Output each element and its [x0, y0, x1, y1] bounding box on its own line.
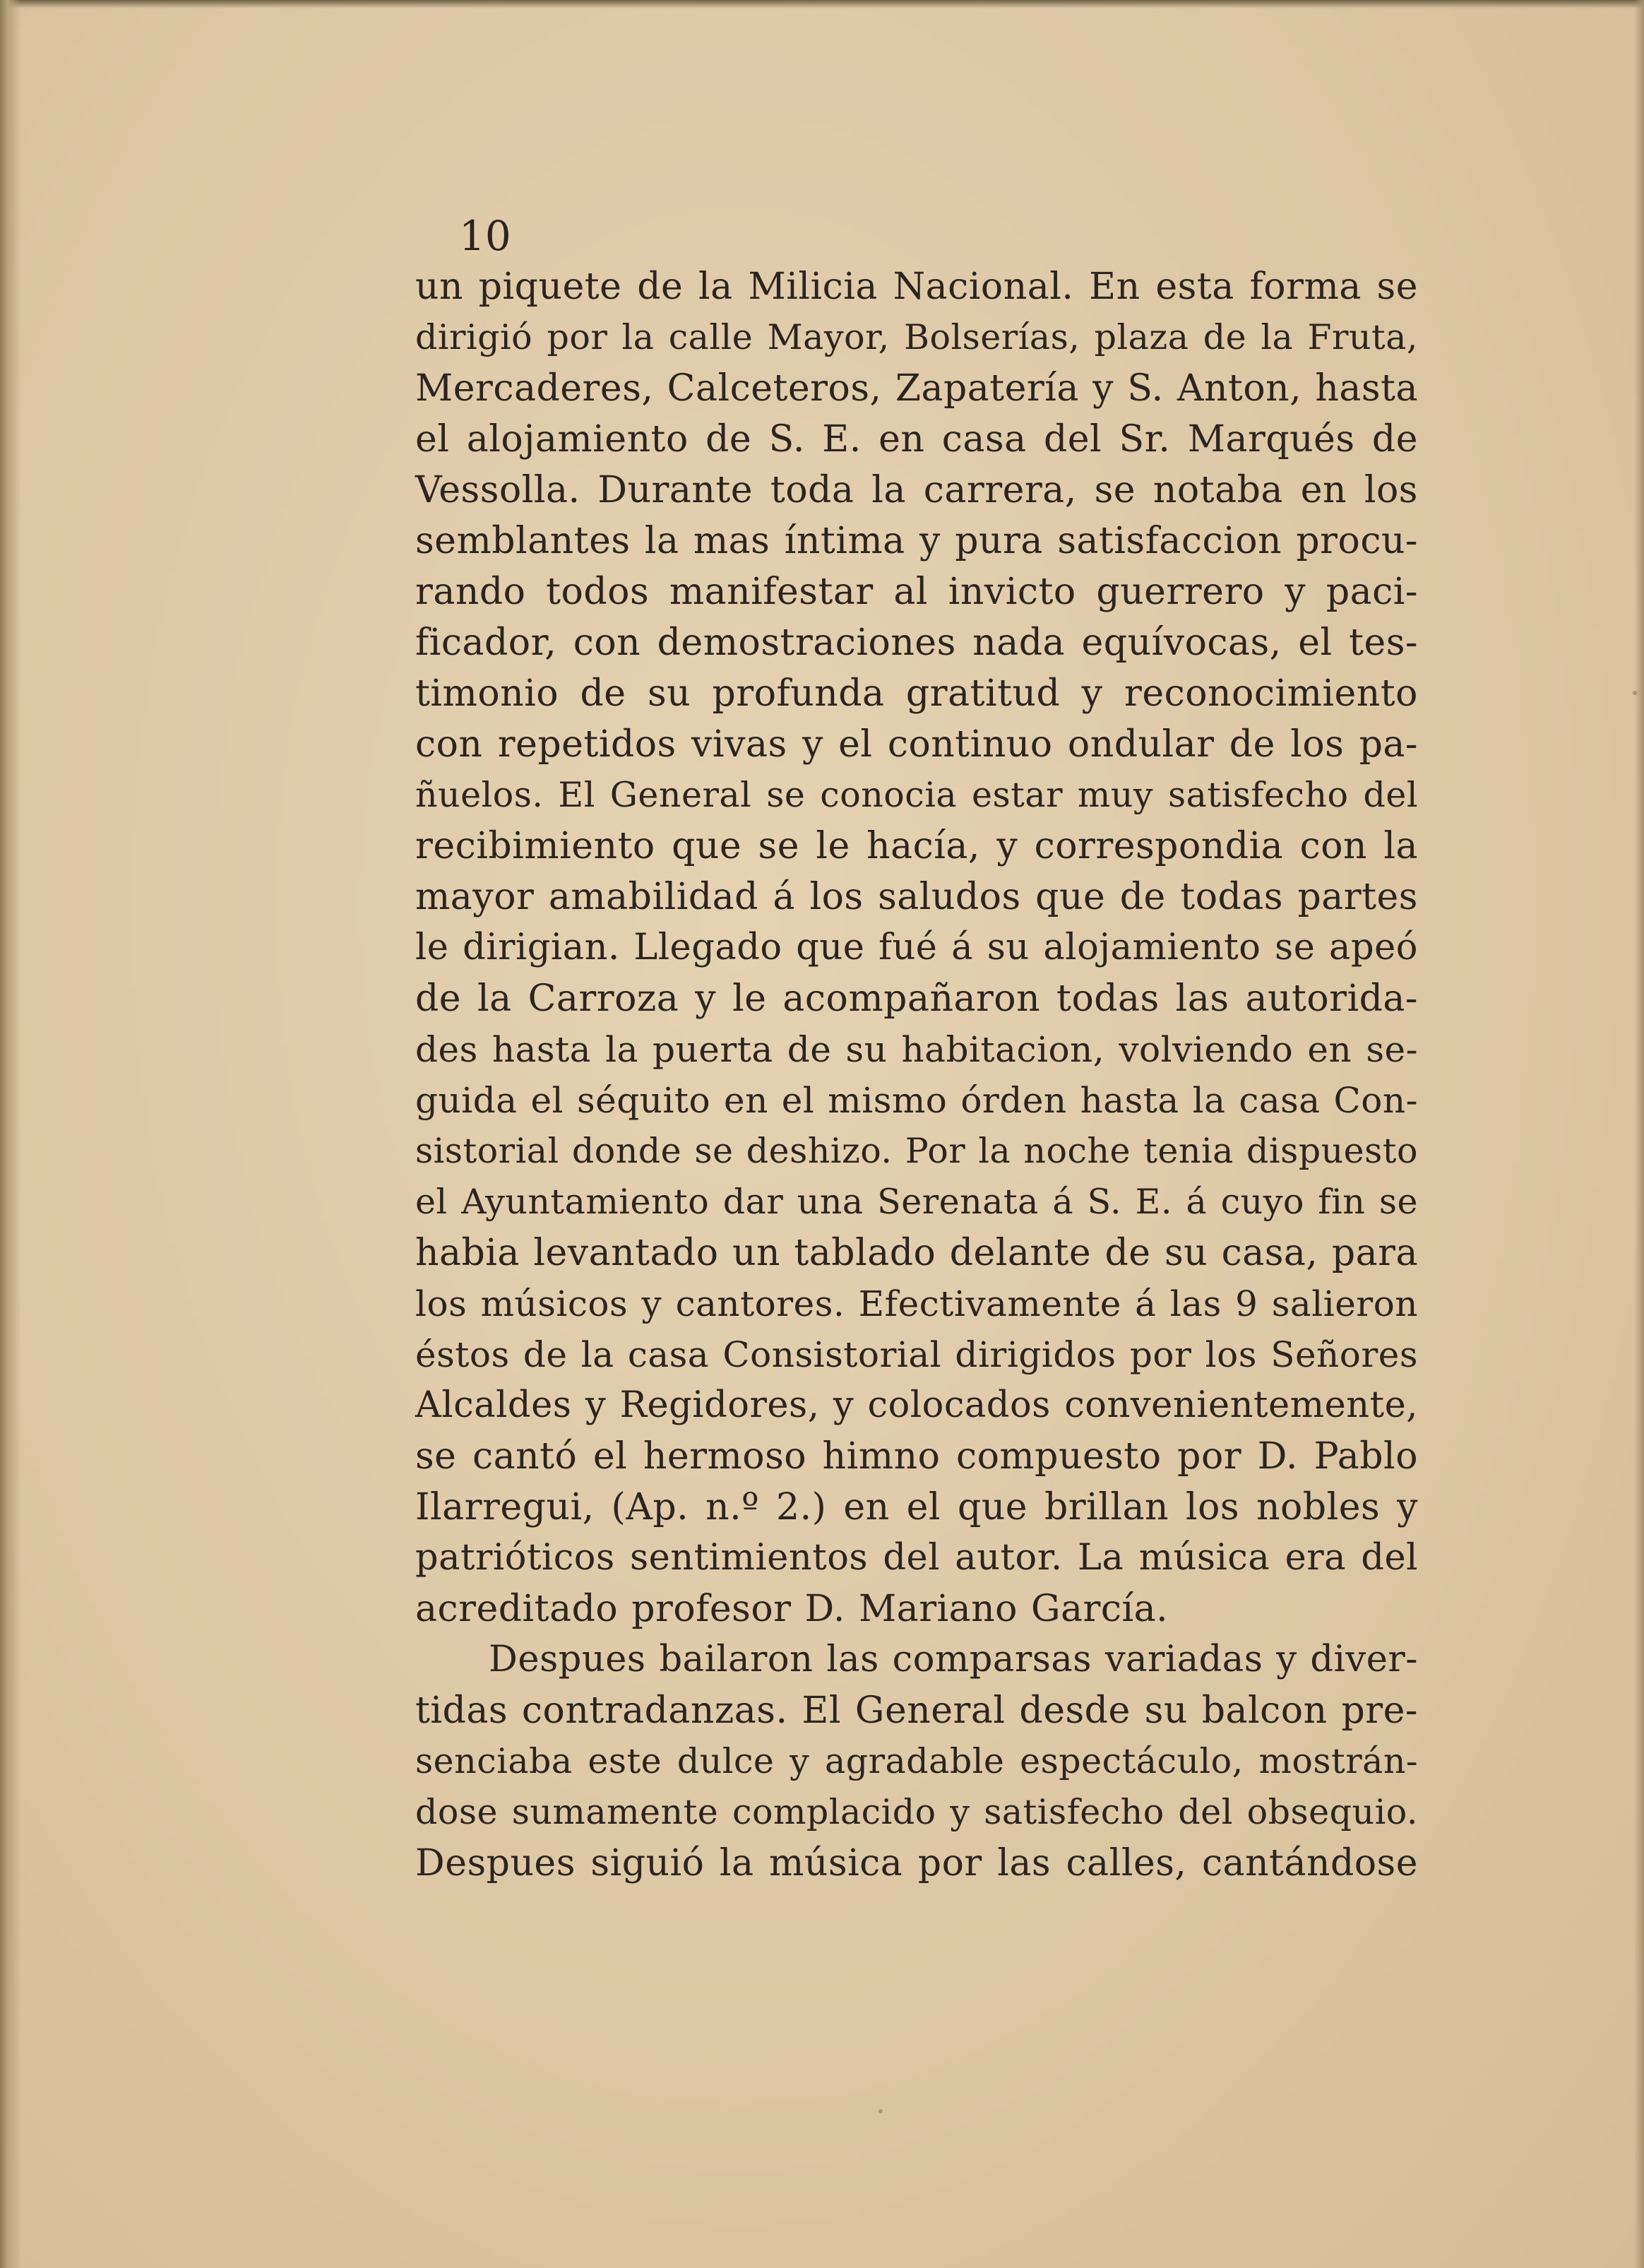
text-line: con repetidos vivas y el continuo ondular de los pa- — [415, 723, 1418, 766]
text-line: le dirigian. Llegado que fué á su alojamiento se apeó — [415, 927, 1418, 968]
text-line: de la Carroza y le acompañaron todas las autorida- — [415, 978, 1418, 1020]
text-line: habia levantado un tablado delante de su casa, para — [415, 1232, 1418, 1274]
ink-speck — [1633, 691, 1637, 695]
page-right-edge — [1634, 0, 1644, 2268]
paragraph-first-line: Despues bailaron las comparsas variadas y diver- — [489, 1639, 1418, 1680]
text-line: recibimiento que se le hacía, y correspondia con la — [415, 825, 1418, 867]
text-line: los músicos y cantores. Efectivamente á las 9 salieron — [415, 1283, 1418, 1324]
body-text — [415, 261, 1418, 1889]
ink-speck — [878, 2109, 883, 2113]
text-line: se cantó el hermoso himno compuesto por D. Pablo — [415, 1435, 1418, 1478]
page-binding-edge — [0, 0, 21, 2268]
text-line: ficador, con demostraciones nada equívocas, el tes- — [415, 622, 1418, 664]
text-line: dose sumamente complacido y satisfecho del obsequio. — [415, 1792, 1418, 1832]
text-line: sistorial donde se deshizo. Por la noche tenia dispuesto — [415, 1131, 1418, 1171]
text-line: dirigió por la calle Mayor, Bolserías, plaza de la Fruta, — [415, 317, 1418, 357]
page-number: 10 — [459, 212, 511, 260]
text-line: el alojamiento de S. E. en casa del Sr. Marqués de — [415, 418, 1418, 461]
text-line: Despues siguió la música por las calles, cantándose — [415, 1842, 1418, 1884]
text-line: guida el séquito en el mismo órden hasta la casa Con- — [415, 1080, 1418, 1121]
text-line: éstos de la casa Consistorial dirigidos por los Señores — [415, 1334, 1418, 1375]
text-line: rando todos manifestar al invicto guerrero y paci- — [415, 571, 1418, 613]
text-line: semblantes la mas íntima y pura satisfaccion procu- — [415, 520, 1418, 562]
text-line: Mercaderes, Calceteros, Zapatería y S. Anton, hasta — [415, 367, 1418, 410]
page-top-edge — [0, 0, 1644, 8]
text-line: un piquete de la Milicia Nacional. En esta forma se — [415, 266, 1418, 308]
text-line: Ilarregui, (Ap. n.º 2.) en el que brillan los nobles y — [415, 1486, 1418, 1528]
text-line: patrióticos sentimientos del autor. La música era del — [415, 1537, 1418, 1579]
text-line: mayor amabilidad á los saludos que de todas partes — [415, 876, 1418, 918]
text-line: tidas contradanzas. El General desde su balcon pre- — [415, 1690, 1418, 1732]
text-line: acreditado profesor D. Mariano García. — [415, 1588, 1169, 1630]
text-line: des hasta la puerta de su habitacion, volviendo en se- — [415, 1029, 1418, 1070]
text-line: timonio de su profunda gratitud y reconocimiento — [415, 672, 1418, 715]
text-line: el Ayuntamiento dar una Serenata á S. E. á cuyo fin se — [415, 1182, 1418, 1222]
text-line: Alcaldes y Regidores, y colocados convenientemente, — [415, 1384, 1418, 1426]
text-line: Vessolla. Durante toda la carrera, se notaba en los — [415, 469, 1418, 511]
text-line: senciaba este dulce y agradable espectáculo, mostrán- — [415, 1741, 1418, 1781]
text-line: ñuelos. El General se conocia estar muy satisfecho del — [415, 775, 1418, 815]
